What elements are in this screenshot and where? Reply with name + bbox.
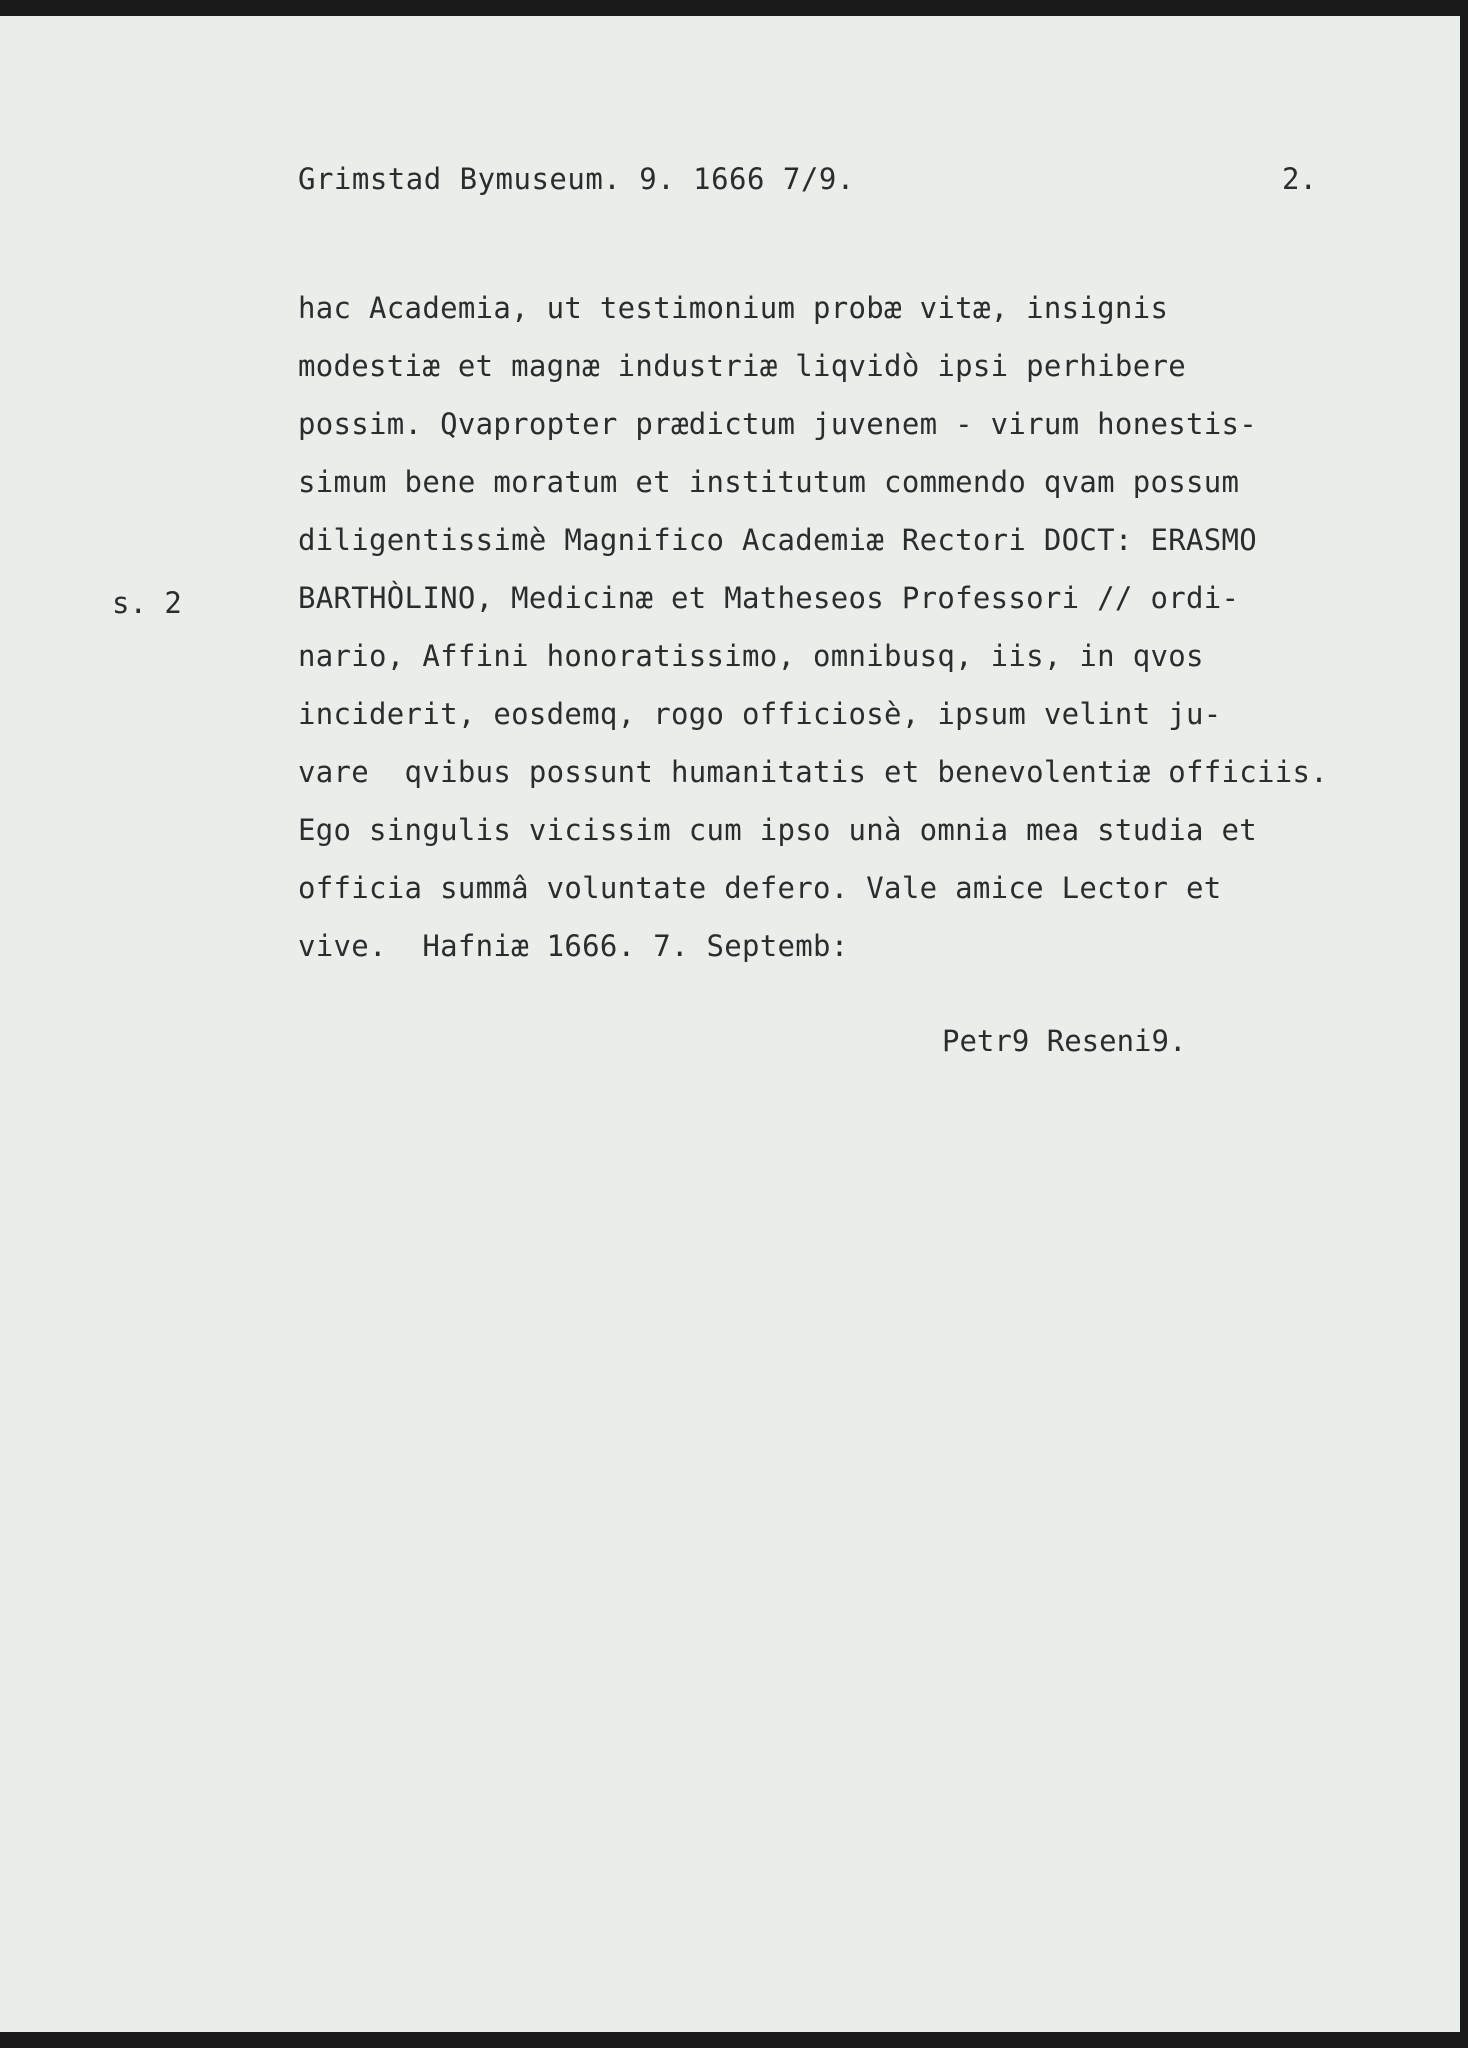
body-text: [298, 288, 1338, 984]
text-line: nario, Affini honoratissimo, omnibusq, iis, in qvos: [298, 639, 1204, 673]
page-number: 2.: [1282, 162, 1317, 196]
document-page: [0, 16, 1460, 2032]
text-line: possim. Qvapropter prædictum juvenem - virum honestis-: [298, 407, 1258, 441]
text-line: BARTHÒLINO, Medicinæ et Matheseos Professori // ordi-: [298, 581, 1240, 615]
text-line: diligentissimè Magnifico Academiæ Rectori DOCT: ERASMO: [298, 523, 1258, 557]
text-line: vive. Hafniæ 1666. 7. Septemb:: [298, 929, 849, 963]
text-line: modestiæ et magnæ industriæ liqvidò ipsi perhibere: [298, 349, 1186, 383]
margin-note: s. 2: [112, 586, 182, 620]
text-line: simum bene moratum et institutum commendo qvam possum: [298, 465, 1240, 499]
document-header: Grimstad Bymuseum. 9. 1666 7/9.: [298, 162, 855, 196]
scan-edge: [1460, 0, 1468, 2016]
text-line: inciderit, eosdemq, rogo officiosè, ipsum velint ju-: [298, 697, 1222, 731]
text-line: Ego singulis vicissim cum ipso unà omnia mea studia et: [298, 813, 1258, 847]
text-line: vare qvibus possunt humanitatis et benevolentiæ officiis.: [298, 755, 1329, 789]
signature: Petr9 Reseni9.: [942, 1024, 1187, 1058]
text-line: officia summâ voluntate defero. Vale amice Lector et: [298, 871, 1222, 905]
text-line: hac Academia, ut testimonium probæ vitæ, insignis: [298, 291, 1169, 325]
